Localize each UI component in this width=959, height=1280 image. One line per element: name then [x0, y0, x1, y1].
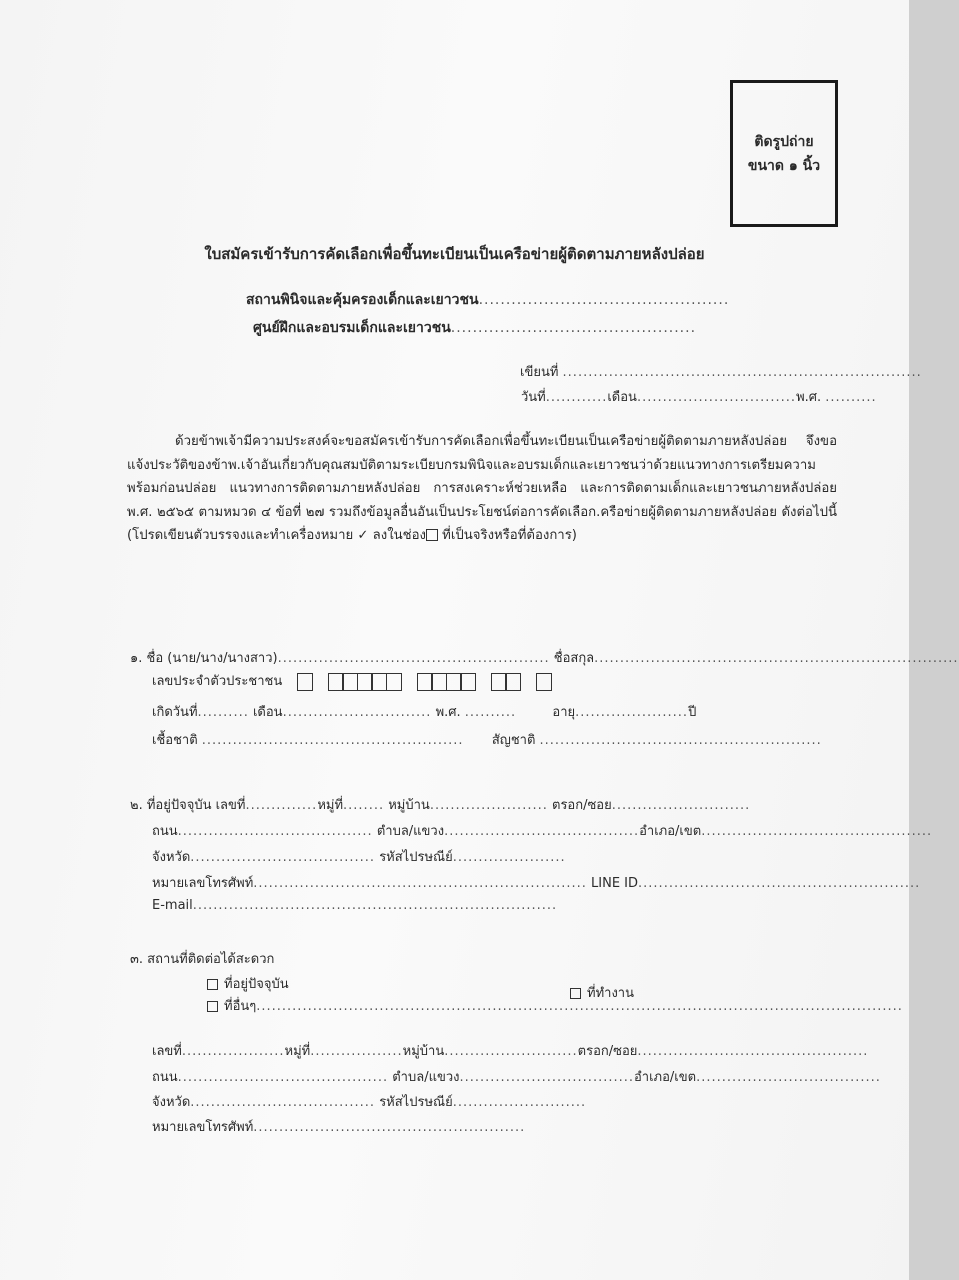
- village-label: หมู่บ้าน: [388, 798, 430, 813]
- intro-text: ด้วยข้าพเจ้ามีความประสงค์จะขอสมัครเข้ารับการคัดเลือกเพื่อขึ้นทะเบียนเป็นเครือข่ายผู้ติดตามภายหลังปล่อย จึงขอแจ้งประวัติของข้าพ.เจ้าอันเกี่ยวกับคุณสมบัติตามระเบียบกรมพินิจและอบรมเด็กและเยาวชนว่าด้วยแนวทางการเตรียมความพร้อมก่อนปล่อย แนวทางการติดตามภายหลังปล่อย การสงเคราะห์ช่วยเหลือ และการติดตามเด็กและเยาวชนภายหลังปล่อย พ.ศ. ๒๕๖๕ ตามหมวด ๔ ข้อที่ ๒๗ รวมถึงข้อมูลอื่นอันเป็นประโยชน์ต่อการคัดเลือก.ครือข่ายผู้ติดตามภายหลังปล่อย ดังต่อไปนี้ (โปรดเขียนตัวบรรจงและทำเครื่องหมาย ✓ ลงในช่อง: [127, 434, 837, 543]
- sec2-province-line: [152, 846, 566, 867]
- id-digit-box[interactable]: [297, 673, 313, 691]
- photo-label-line1: ติดรูปถ่าย: [754, 133, 814, 150]
- moo-label: หมู่ที่: [317, 798, 344, 813]
- sec2-email-line: [152, 898, 557, 913]
- contact-tambon-label: ตำบล/แขวง: [392, 1070, 460, 1085]
- org-line-1: [246, 289, 729, 311]
- road-field[interactable]: ......................................: [177, 824, 373, 839]
- contact-road-field[interactable]: .........................................: [177, 1070, 389, 1085]
- email-label: E-mail: [152, 898, 193, 913]
- sec3-phone-line: [152, 1116, 525, 1137]
- surname-field[interactable]: .......................................................................: [594, 651, 959, 666]
- province-label: จังหวัด: [152, 850, 191, 865]
- date-month-field[interactable]: ...............................: [636, 390, 797, 405]
- date-year-label: พ.ศ.: [796, 390, 822, 405]
- written-at-label: เขียนที่: [520, 365, 559, 380]
- contact-phone-field[interactable]: .....................................................: [253, 1120, 526, 1135]
- contact-moo-label: หมู่ที่: [284, 1044, 311, 1059]
- org2-field[interactable]: .............................................: [450, 320, 697, 336]
- id-digit-box[interactable]: [536, 673, 552, 691]
- photo-label-line2: ขนาด ๑ นิ้ว: [747, 157, 821, 174]
- nationality-label: สัญชาติ: [491, 733, 536, 748]
- birth-year-field[interactable]: ..........: [464, 705, 517, 720]
- birth-month-field[interactable]: .............................: [282, 705, 432, 720]
- written-at-field[interactable]: ......................................................................: [562, 365, 922, 380]
- contact-postal-label: รหัสไปรษณีย์: [379, 1095, 453, 1110]
- id-digit-box[interactable]: [386, 673, 402, 691]
- amphoe-field[interactable]: .............................................: [701, 824, 933, 839]
- surname-label: ชื่อสกุล: [553, 651, 595, 666]
- id-digit-box[interactable]: [460, 673, 476, 691]
- contact-phone-label: หมายเลขโทรศัพท์: [152, 1120, 254, 1135]
- sec3-addr-line: [152, 1040, 868, 1061]
- date-day-label: วันที่: [521, 390, 546, 405]
- sec2-phone-line: [152, 872, 920, 893]
- amphoe-label: อำเภอ/เขต: [639, 824, 702, 839]
- sec1-id-line: [152, 670, 552, 691]
- soi-field[interactable]: ...........................: [611, 798, 751, 813]
- soi-label: ตรอก/ซอย: [552, 798, 612, 813]
- date-day-field[interactable]: ............: [545, 390, 608, 405]
- sec3-province-line: [152, 1091, 586, 1112]
- birth-month-label: เดือน: [252, 705, 283, 720]
- org-line-2: [253, 317, 696, 339]
- birth-day-field[interactable]: ..........: [197, 705, 249, 720]
- id-digit-box[interactable]: [505, 673, 521, 691]
- contact-amphoe-label: อำเภอ/เขต: [634, 1070, 697, 1085]
- sec3-opt-other: [207, 995, 903, 1016]
- contact-no-field[interactable]: ....................: [181, 1044, 285, 1059]
- addr-no-field[interactable]: ..............: [245, 798, 318, 813]
- sec3-opt-home: [207, 973, 289, 994]
- contact-province-label: จังหวัด: [152, 1095, 191, 1110]
- tambon-field[interactable]: ......................................: [444, 824, 640, 839]
- contact-road-label: ถนน: [152, 1070, 178, 1085]
- date-line: [521, 386, 877, 407]
- email-field[interactable]: .......................................................................: [192, 898, 558, 913]
- phone-field[interactable]: .................................................................: [253, 876, 587, 891]
- photo-placeholder-box: [730, 80, 838, 227]
- contact-village-label: หมู่บ้าน: [402, 1044, 445, 1059]
- line-id-label: LINE ID: [591, 876, 639, 891]
- nationality-field[interactable]: .......................................................: [539, 733, 822, 748]
- road-label: ถนน: [152, 824, 178, 839]
- postal-field[interactable]: ......................: [452, 850, 566, 865]
- contact-province-field[interactable]: ....................................: [190, 1095, 376, 1110]
- sec3-heading: ๓. สถานที่ติดต่อได้สะดวก: [130, 952, 275, 967]
- home-option-label: ที่อยู่ปัจจุบัน: [224, 977, 289, 992]
- other-option-label: ที่อื่นๆ: [224, 999, 257, 1014]
- age-field[interactable]: ......................: [575, 705, 689, 720]
- moo-field[interactable]: ........: [343, 798, 385, 813]
- contact-village-field[interactable]: ..........................: [444, 1044, 578, 1059]
- contact-soi-label: ตรอก/ซอย: [577, 1044, 638, 1059]
- sec1-race-line: [152, 729, 822, 750]
- home-checkbox[interactable]: [207, 979, 218, 990]
- contact-postal-field[interactable]: ..........................: [452, 1095, 587, 1110]
- other-checkbox[interactable]: [207, 1001, 218, 1012]
- sec1-birth-line: [152, 701, 696, 722]
- name-label: ๑. ชื่อ (นาย/นาง/นางสาว): [130, 651, 278, 666]
- org2-label: ศูนย์ฝึกและอบรมเด็กและเยาวชน: [253, 320, 451, 336]
- date-month-label: เดือน: [607, 390, 637, 405]
- id-label: เลขประจำตัวประชาชน: [152, 674, 283, 689]
- contact-moo-field[interactable]: ..................: [310, 1044, 403, 1059]
- birth-year-label: พ.ศ.: [435, 705, 461, 720]
- org1-label: สถานพินิจและคุ้มครองเด็กและเยาวชน: [246, 292, 479, 308]
- sec3-road-line: [152, 1066, 881, 1087]
- intro-tail: ที่เป็นจริงหรือที่ต้องการ): [442, 528, 577, 543]
- contact-amphoe-field[interactable]: ....................................: [696, 1070, 881, 1085]
- other-field[interactable]: ..............................................................................................................................: [256, 999, 903, 1014]
- birth-day-label: เกิดวันที่: [152, 705, 198, 720]
- written-at-line: [520, 361, 922, 382]
- org1-field[interactable]: ..............................................: [478, 292, 730, 308]
- addr-label: ๒. ที่อยู่ปัจจุบัน เลขที่: [130, 798, 246, 813]
- work-option-label: ที่ทำงาน: [587, 986, 634, 1001]
- race-field[interactable]: ...................................................: [201, 733, 464, 748]
- sec2-addr-line: [130, 794, 750, 815]
- checkbox-sample-icon: [426, 529, 438, 541]
- race-label: เชื้อชาติ: [152, 733, 198, 748]
- name-field[interactable]: .....................................................: [277, 651, 550, 666]
- date-year-field[interactable]: ..........: [825, 390, 877, 405]
- age-label: อายุ: [552, 705, 576, 720]
- village-field[interactable]: .......................: [429, 798, 548, 813]
- sec1-name-line: [130, 647, 959, 668]
- sec2-road-line: [152, 820, 932, 841]
- contact-no-label: เลขที่: [152, 1044, 182, 1059]
- intro-paragraph: [127, 430, 837, 548]
- province-field[interactable]: ....................................: [190, 850, 376, 865]
- line-id-field[interactable]: .......................................................: [638, 876, 921, 891]
- age-unit: ปี: [688, 705, 697, 720]
- tambon-label: ตำบล/แขวง: [376, 824, 445, 839]
- form-title: ใบสมัครเข้ารับการคัดเลือกเพื่อขึ้นทะเบียนเป็นเครือข่ายผู้ติดตามภายหลังปล่อย: [204, 245, 705, 263]
- contact-tambon-field[interactable]: ..................................: [459, 1070, 634, 1085]
- phone-label: หมายเลขโทรศัพท์: [152, 876, 254, 891]
- contact-soi-field[interactable]: .............................................: [637, 1044, 869, 1059]
- postal-label: รหัสไปรษณีย์: [379, 850, 453, 865]
